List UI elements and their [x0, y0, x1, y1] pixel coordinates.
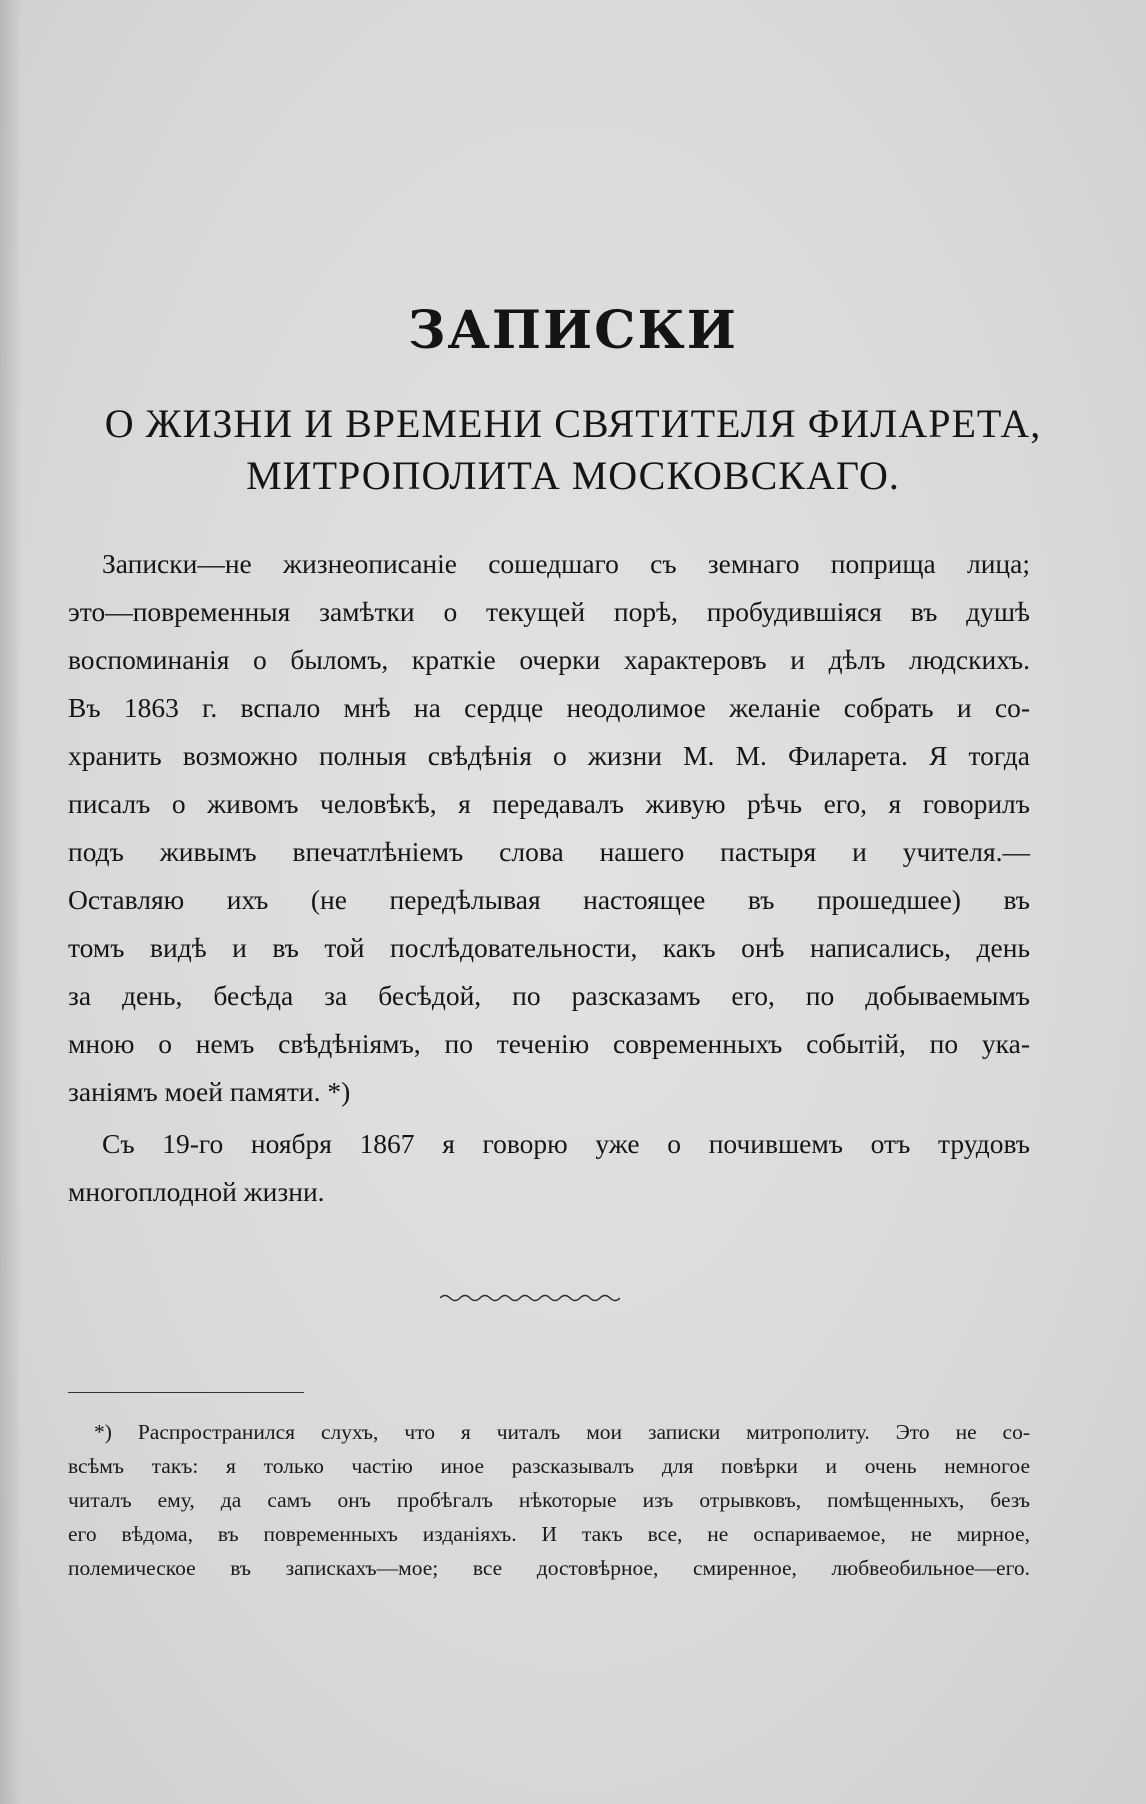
body-line: Записки—не жизнеописаніе сошедшаго съ земнаго поприща лица;: [102, 548, 1030, 579]
wavy-divider: [440, 1293, 620, 1303]
body-line: мною о немъ свѣдѣніямъ, по теченію современныхъ событій, по ука-: [68, 1028, 1030, 1059]
footnote-rule: [68, 1392, 304, 1393]
body-line: за день, бесѣда за бесѣдой, по разсказамъ его, по добываемымъ: [68, 980, 1030, 1011]
page-edge-shadow: [0, 0, 22, 1804]
body-line: заніямъ моей памяти. *): [68, 1076, 351, 1107]
body-line: Съ 19-го ноября 1867 я говорю уже о почившемъ отъ трудовъ: [102, 1128, 1030, 1159]
body-line: Въ 1863 г. вспало мнѣ на сердце неодолимое желаніе собрать и со-: [68, 692, 1030, 723]
subtitle-line-2: МИТРОПОЛИТА МОСКОВСКАГО.: [246, 453, 900, 498]
body-line: томъ видѣ и въ той послѣдовательности, какъ онѣ написались, день: [68, 932, 1030, 963]
footnote-line: *) Распространился слухъ, что я читалъ мои записки митрополиту. Это не со-: [94, 1420, 1030, 1444]
page-title: ЗАПИСКИ: [408, 300, 738, 361]
footnote-line: полемическое въ запискахъ—мое; все достовѣрное, смиренное, любвеобильное—его.: [68, 1556, 1030, 1580]
body-line: писалъ о живомъ человѣкѣ, я передавалъ живую рѣчь его, я говорилъ: [68, 788, 1030, 819]
body-line: это—повременныя замѣтки о текущей порѣ, пробудившіяся въ душѣ: [68, 596, 1030, 627]
footnote-line: всѣмъ такъ: я только частію иное разсказывалъ для повѣрки и очень немногое: [68, 1454, 1030, 1478]
body-line: хранить возможно полныя свѣдѣнія о жизни М. М. Филарета. Я тогда: [68, 740, 1030, 771]
body-line: многоплодной жизни.: [68, 1176, 325, 1207]
body-line: подъ живымъ впечатлѣніемъ слова нашего пастыря и учителя.—: [68, 836, 1030, 867]
subtitle-line-1: О ЖИЗНИ И ВРЕМЕНИ СВЯТИТЕЛЯ ФИЛАРЕТА,: [104, 401, 1042, 446]
footnote-line: его вѣдома, въ повременныхъ изданіяхъ. И такъ все, не оспариваемое, не мирное,: [68, 1522, 1030, 1546]
body-line: воспоминанія о быломъ, краткіе очерки характеровъ и дѣлъ людскихъ.: [68, 644, 1030, 675]
footnote-line: читалъ ему, да самъ онъ пробѣгалъ нѣкоторые изъ отрывковъ, помѣщенныхъ, безъ: [68, 1488, 1030, 1512]
body-line: Оставляю ихъ (не передѣлывая настоящее въ прошедшее) въ: [68, 884, 1030, 915]
